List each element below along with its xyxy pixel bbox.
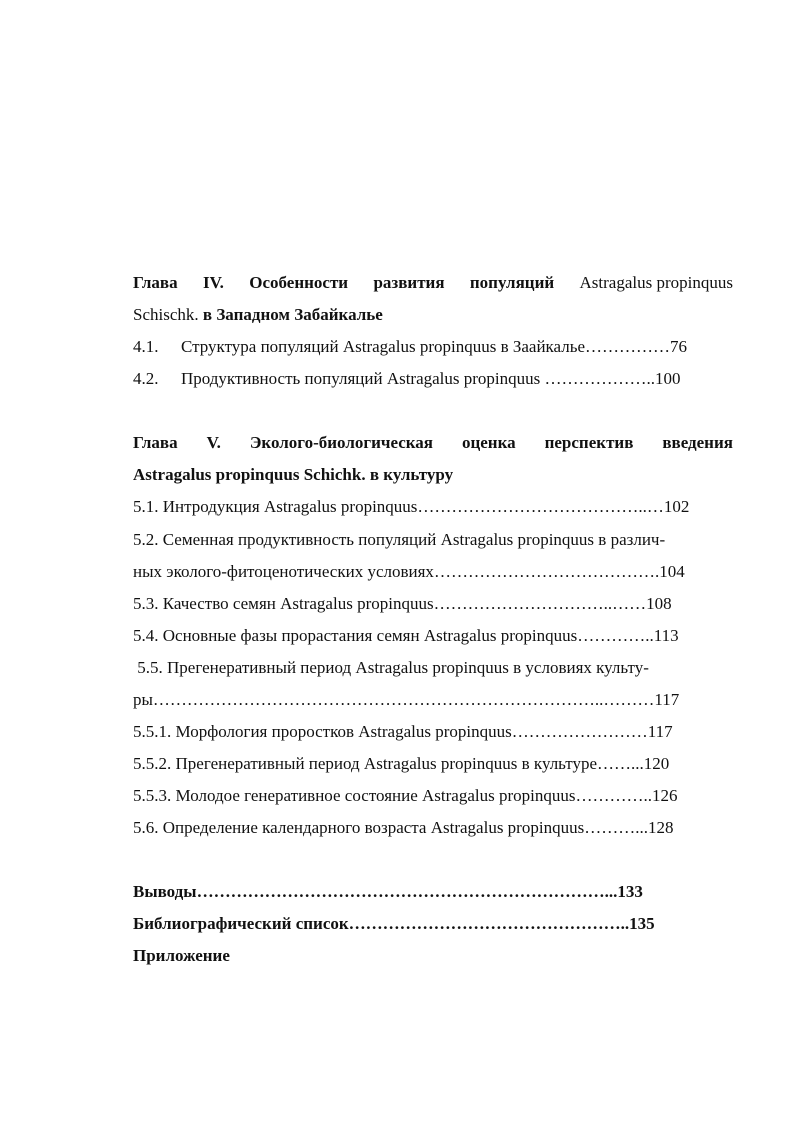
toc-entry-page: 120 — [643, 754, 670, 773]
toc-entry-page: 126 — [651, 786, 678, 805]
toc-entry-page: 104 — [659, 562, 685, 581]
chapter-5-title-word: V. — [206, 433, 221, 452]
toc-entry-text: 5.5. Прегенеративный период Astragalus propinquus в условиях культу- — [133, 658, 649, 677]
chapter-5-title-word: введения — [662, 433, 733, 452]
toc-entry-text: 5.1. Интродукция Astragalus propinquus — [133, 497, 418, 516]
toc-entry-leader: ………………………………………….. — [348, 914, 630, 933]
toc-entry[interactable] — [133, 657, 733, 679]
toc-entry-continuation[interactable] — [133, 689, 733, 711]
toc-entry[interactable] — [133, 753, 733, 775]
toc-entry-page: 113 — [653, 626, 679, 645]
toc-entry-bibliography[interactable] — [133, 913, 733, 935]
chapter-5-title-line-1 — [133, 432, 733, 454]
toc-entry-leader: ……………….. — [540, 369, 656, 388]
chapter-5-title-word: Эколого-биологическая — [249, 433, 433, 452]
toc-entry-text: 5.4. Основные фазы прорастания семян Astragalus propinquus — [133, 626, 578, 645]
toc-entry-text: Выводы — [133, 882, 197, 901]
chapter-5-title-word: оценка — [461, 433, 516, 452]
toc-entry-leader: ……………………………………………………………………..……… — [152, 690, 655, 709]
chapter-4-title-species: Astragalus propinquus — [579, 273, 733, 292]
chapter-4-title-line-1 — [133, 272, 733, 294]
toc-entry-page: 135 — [629, 914, 655, 933]
toc-entry[interactable] — [133, 721, 733, 743]
toc-entry-page: 76 — [670, 337, 688, 356]
toc-entry-text: Продуктивность популяций Astragalus propinquus — [181, 369, 541, 388]
toc-entry-leader: …………………… — [511, 722, 648, 741]
toc-entry-page: 102 — [663, 497, 690, 516]
toc-entry-text: 5.5.3. Молодое генеративное состояние Astragalus propinquus — [133, 786, 576, 805]
chapter-4-title-species-author: Schischk. — [133, 305, 199, 324]
toc-entry-page: 117 — [647, 722, 673, 741]
toc-entry[interactable] — [133, 785, 733, 807]
toc-entry-text: 5.6. Определение календарного возраста Astragalus propinquus — [133, 818, 585, 837]
toc-entry-continuation[interactable] — [133, 561, 733, 583]
toc-entry[interactable] — [133, 496, 733, 518]
toc-entry[interactable] — [133, 817, 733, 839]
toc-entry[interactable] — [133, 593, 733, 615]
toc-entry-leader: ………... — [584, 818, 648, 837]
chapter-4-title-word: IV. — [202, 273, 224, 292]
toc-entry-leader: ………….. — [577, 626, 654, 645]
toc-entry-text: ры — [133, 690, 153, 709]
toc-entry-page: 117 — [654, 690, 680, 709]
toc-entry-text: Библиографический список — [133, 914, 349, 933]
toc-entry[interactable] — [133, 368, 733, 390]
chapter-5-title-line-2: Astragalus propinquus Schichk. в культуру — [133, 465, 454, 484]
chapter-5-title-word: Глава — [133, 433, 178, 452]
toc-entry-text: 5.3. Качество семян Astragalus propinquus — [133, 594, 434, 613]
toc-entry-text: 5.2. Семенная продуктивность популяций Astragalus propinquus в различ- — [133, 530, 666, 549]
toc-entry-leader: …………………………..…… — [433, 594, 647, 613]
toc-entry-text: 5.5.1. Морфология проростков Astragalus propinquus — [133, 722, 512, 741]
toc-entry-page: 108 — [646, 594, 672, 613]
chapter-4-title-word: развития — [373, 273, 445, 292]
chapter-4-title-word: Глава — [133, 273, 178, 292]
toc-entry-number: 4.2. — [133, 369, 159, 388]
toc-entry-leader: …………… — [585, 337, 671, 356]
toc-entry-leader: ……... — [597, 754, 644, 773]
toc-entry-text: Структура популяций Astragalus propinquus в Заайкалье — [181, 337, 586, 356]
toc-entry-appendix[interactable] — [133, 945, 733, 967]
toc-entry[interactable] — [133, 336, 733, 358]
toc-entry-leader: …………………………………..… — [417, 497, 664, 516]
toc-entry-leader: ………………………………………………………………... — [196, 882, 618, 901]
toc-entry-text: ных эколого-фитоценотических условиях — [133, 562, 434, 581]
toc-entry-text: Приложение — [133, 946, 230, 965]
toc-entry-leader: ………….. — [575, 786, 652, 805]
chapter-5-title-word: перспектив — [544, 433, 634, 452]
chapter-4-title-word: Особенности — [249, 273, 349, 292]
toc-entry-page: 133 — [617, 882, 643, 901]
toc-entry[interactable] — [133, 625, 733, 647]
toc-entry-number: 4.1. — [133, 337, 159, 356]
toc-entry[interactable] — [133, 529, 733, 551]
chapter-4-title-region: в Западном Забайкалье — [202, 305, 383, 324]
toc-entry-page: 128 — [647, 818, 674, 837]
toc-entry-text: 5.5.2. Прегенеративный период Astragalus propinquus в культуре — [133, 754, 598, 773]
toc-entry-page: 100 — [655, 369, 681, 388]
chapter-4-title-word: популяций — [469, 273, 555, 292]
toc-entry-conclusions[interactable] — [133, 881, 733, 903]
chapter-4-title-line-2 — [133, 304, 733, 326]
toc-entry-leader: …………………………………. — [433, 562, 660, 581]
